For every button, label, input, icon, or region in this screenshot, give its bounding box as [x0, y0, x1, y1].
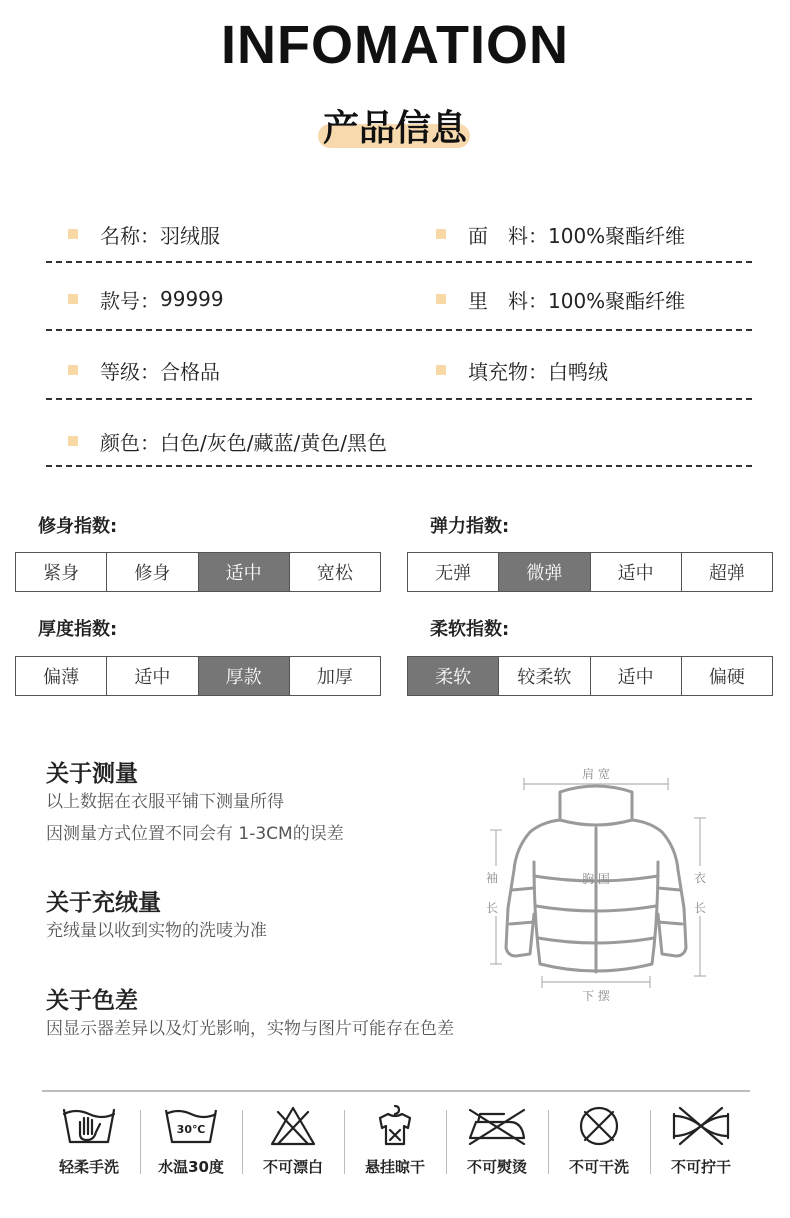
- bullet-square: [68, 436, 78, 446]
- info-item-grade: [68, 350, 220, 390]
- care-item-hang-dry: [344, 1100, 446, 1190]
- info-label: 名称：: [100, 223, 160, 248]
- jacket-measurement-diagram: [472, 758, 724, 1006]
- info-item-colors: [68, 421, 387, 461]
- info-label: 里 料：: [468, 288, 548, 313]
- length-label-bottom: 长: [694, 901, 707, 915]
- page-title: INFOMATION: [221, 15, 569, 75]
- info-value: 白鸭绒: [548, 359, 608, 384]
- fit-index-title: 修身指数:: [38, 516, 118, 537]
- elasticity-index-title: 弹力指数:: [430, 516, 510, 537]
- care-item-no-dry-clean: [548, 1100, 650, 1190]
- subtitle-block: [0, 100, 790, 156]
- softness-index-scale: [407, 656, 773, 696]
- shoulder-width-label: 肩 宽: [582, 767, 610, 781]
- thickness-option[interactable]: 厚款: [199, 657, 290, 695]
- care-item-no-iron: [446, 1100, 548, 1190]
- elasticity-option[interactable]: 超弹: [682, 553, 772, 591]
- info-value: 合格品: [160, 359, 220, 384]
- info-item-lining: [436, 279, 685, 319]
- about-measure-line: 因测量方式位置不同会有 1-3CM的误差: [46, 824, 344, 844]
- info-label: 等级：: [100, 359, 160, 384]
- no-iron-icon: [464, 1104, 530, 1148]
- softness-option[interactable]: 较柔软: [499, 657, 590, 695]
- care-label: 不可拧干: [670, 1158, 731, 1176]
- about-measure-title: 关于测量: [46, 761, 138, 787]
- bullet-square: [68, 365, 78, 375]
- page-subtitle: 产品信息: [322, 108, 467, 149]
- care-item-no-bleach: [242, 1100, 344, 1190]
- hand-wash-icon: [56, 1104, 122, 1148]
- softness-index-title: 柔软指数:: [430, 619, 510, 640]
- care-item-hand-wash: [38, 1100, 140, 1190]
- no-dry-clean-icon: [566, 1104, 632, 1148]
- bullet-square: [68, 229, 78, 239]
- elasticity-option[interactable]: 无弹: [408, 553, 499, 591]
- about-measure-line: 以上数据在衣服平铺下测量所得: [46, 792, 284, 812]
- thickness-index-title: 厚度指数:: [38, 619, 118, 640]
- thickness-option[interactable]: 适中: [107, 657, 198, 695]
- info-item-style-no: [68, 279, 224, 319]
- dashed-divider: [46, 329, 752, 331]
- info-label: 颜色：: [100, 430, 160, 455]
- info-row: [0, 214, 790, 254]
- care-item-wash-30: [140, 1100, 242, 1190]
- wash-temp-text: 30℃: [176, 1123, 206, 1136]
- info-item-name: [68, 214, 220, 254]
- dashed-divider: [46, 398, 752, 400]
- info-item-filling: [436, 350, 608, 390]
- elasticity-option[interactable]: 微弹: [499, 553, 590, 591]
- elasticity-index-scale: [407, 552, 773, 592]
- info-row: [0, 279, 790, 319]
- bullet-square: [68, 294, 78, 304]
- sleeve-label-top: 袖: [486, 871, 499, 885]
- info-row: [0, 421, 790, 461]
- about-color-line: 因显示器差异以及灯光影响，实物与图片可能存在色差: [46, 1019, 454, 1039]
- fit-option[interactable]: 紧身: [16, 553, 107, 591]
- dashed-divider: [46, 261, 752, 263]
- care-label: 不可干洗: [568, 1158, 629, 1176]
- fit-option[interactable]: 修身: [107, 553, 198, 591]
- care-label: 不可熨烫: [466, 1158, 527, 1176]
- bullet-square: [436, 229, 446, 239]
- hang-dry-icon: [362, 1104, 428, 1148]
- fit-option[interactable]: 宽松: [290, 553, 380, 591]
- info-row: [0, 350, 790, 390]
- info-value: 100%聚酯纤维: [548, 288, 686, 313]
- info-value: 白色/灰色/藏蓝/黄色/黑色: [160, 430, 387, 455]
- hem-label: 下 摆: [582, 989, 610, 1003]
- no-wring-icon: [668, 1104, 734, 1148]
- softness-option[interactable]: 适中: [591, 657, 682, 695]
- care-label: 轻柔手洗: [58, 1158, 119, 1176]
- care-item-no-wring: [650, 1100, 752, 1190]
- no-bleach-icon: [260, 1104, 326, 1148]
- care-instructions: [38, 1100, 752, 1190]
- thickness-index-scale: [15, 656, 381, 696]
- elasticity-option[interactable]: 适中: [591, 553, 682, 591]
- bullet-square: [436, 365, 446, 375]
- wash-30-icon: [158, 1104, 224, 1148]
- sleeve-label-bottom: 长: [486, 901, 499, 915]
- chest-label: 胸 围: [582, 872, 610, 886]
- fit-option[interactable]: 适中: [199, 553, 290, 591]
- length-label-top: 衣: [694, 871, 707, 885]
- info-value: 99999: [160, 287, 224, 311]
- info-label: 款号：: [100, 288, 160, 313]
- about-color-title: 关于色差: [46, 988, 138, 1014]
- thickness-option[interactable]: 加厚: [290, 657, 380, 695]
- about-fill-title: 关于充绒量: [46, 890, 161, 916]
- thickness-option[interactable]: 偏薄: [16, 657, 107, 695]
- bullet-square: [436, 294, 446, 304]
- info-item-fabric: [436, 214, 685, 254]
- care-divider: [42, 1090, 750, 1092]
- info-value: 羽绒服: [160, 223, 220, 248]
- care-label: 悬挂晾干: [364, 1158, 425, 1176]
- info-label: 填充物：: [468, 359, 548, 384]
- softness-option[interactable]: 偏硬: [682, 657, 772, 695]
- about-fill-line: 充绒量以收到实物的洗唛为准: [46, 921, 267, 941]
- fit-index-scale: [15, 552, 381, 592]
- dashed-divider: [46, 465, 752, 467]
- softness-option[interactable]: 柔软: [408, 657, 499, 695]
- care-label: 不可漂白: [262, 1158, 323, 1176]
- care-label: 水温30度: [158, 1158, 224, 1176]
- info-label: 面 料：: [468, 223, 548, 248]
- info-value: 100%聚酯纤维: [548, 223, 686, 248]
